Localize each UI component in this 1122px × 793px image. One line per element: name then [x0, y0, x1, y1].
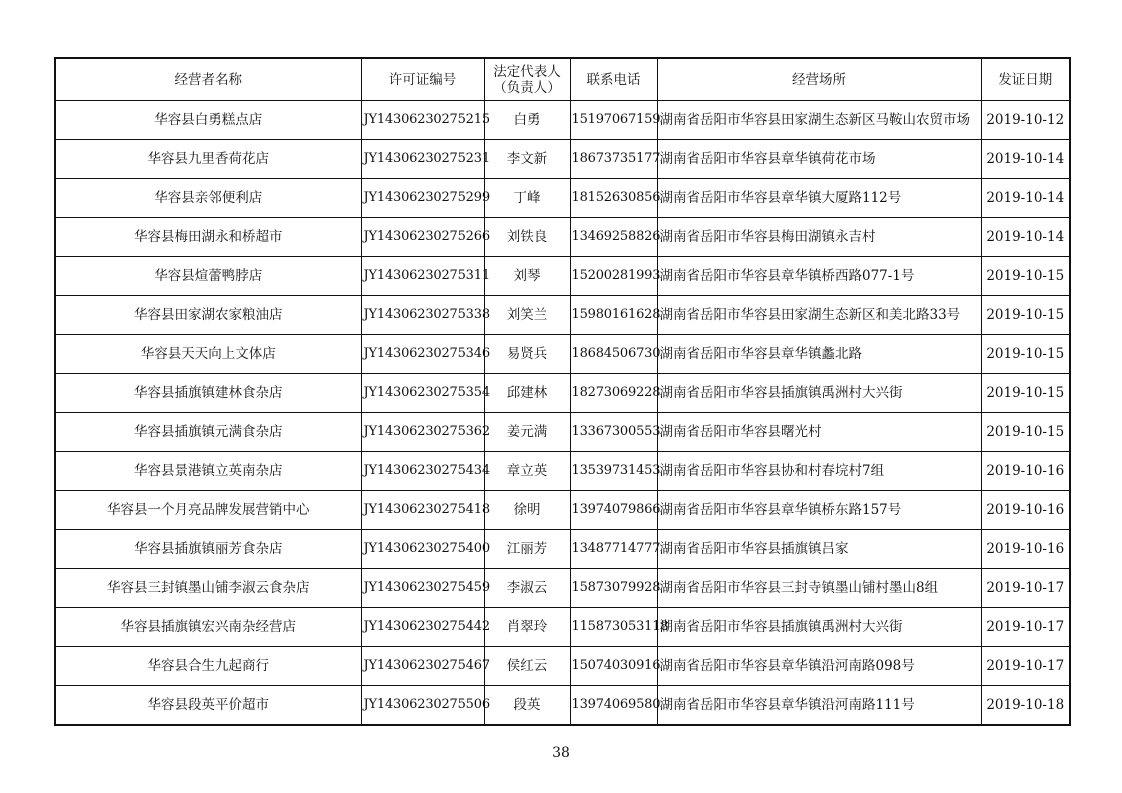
cell-license-number: JY14306230275338 — [361, 296, 484, 335]
cell-address: 湖南省岳阳市华容县梅田湖镇永吉村 — [657, 218, 981, 257]
header-legal-representative — [484, 58, 570, 101]
cell-license-number: JY14306230275459 — [361, 569, 484, 608]
table-row — [55, 647, 1070, 686]
cell-address: 湖南省岳阳市华容县插旗镇吕家 — [657, 530, 981, 569]
table-row — [55, 608, 1070, 647]
cell-legal-representative: 易贤兵 — [484, 335, 570, 374]
cell-issue-date: 2019-10-12 — [981, 101, 1070, 140]
cell-issue-date: 2019-10-16 — [981, 452, 1070, 491]
header-legal-representative-line2: （负责人） — [493, 79, 561, 96]
cell-issue-date: 2019-10-15 — [981, 296, 1070, 335]
page-number: 38 — [552, 745, 570, 761]
table-row — [55, 452, 1070, 491]
cell-phone: 15200281993 — [570, 257, 657, 296]
table-row — [55, 101, 1070, 140]
license-table — [54, 57, 1071, 726]
cell-address: 湖南省岳阳市华容县章华镇桥东路157号 — [657, 491, 981, 530]
cell-legal-representative: 姜元满 — [484, 413, 570, 452]
cell-issue-date: 2019-10-14 — [981, 140, 1070, 179]
cell-operator-name: 华容县三封镇墨山铺李淑云食杂店 — [55, 569, 361, 608]
cell-phone: 13539731453 — [570, 452, 657, 491]
cell-phone: 18684506730 — [570, 335, 657, 374]
header-address: 经营场所 — [657, 58, 981, 101]
table-row — [55, 218, 1070, 257]
cell-phone: 13487714777 — [570, 530, 657, 569]
cell-operator-name: 华容县插旗镇元满食杂店 — [55, 413, 361, 452]
cell-license-number: JY14306230275434 — [361, 452, 484, 491]
cell-legal-representative: 江丽芳 — [484, 530, 570, 569]
table-row — [55, 569, 1070, 608]
cell-address: 湖南省岳阳市华容县三封寺镇墨山铺村墨山8组 — [657, 569, 981, 608]
cell-operator-name: 华容县白勇糕点店 — [55, 101, 361, 140]
cell-address: 湖南省岳阳市华容县章华镇沿河南路111号 — [657, 686, 981, 726]
cell-legal-representative: 李文新 — [484, 140, 570, 179]
cell-license-number: JY14306230275346 — [361, 335, 484, 374]
cell-operator-name: 华容县合生九起商行 — [55, 647, 361, 686]
cell-issue-date: 2019-10-17 — [981, 647, 1070, 686]
cell-operator-name: 华容县一个月亮品牌发展营销中心 — [55, 491, 361, 530]
cell-license-number: JY14306230275266 — [361, 218, 484, 257]
cell-license-number: JY14306230275354 — [361, 374, 484, 413]
cell-license-number: JY14306230275442 — [361, 608, 484, 647]
cell-address: 湖南省岳阳市华容县田家湖生态新区马鞍山农贸市场 — [657, 101, 981, 140]
cell-operator-name: 华容县插旗镇丽芳食杂店 — [55, 530, 361, 569]
cell-legal-representative: 白勇 — [484, 101, 570, 140]
cell-address: 湖南省岳阳市华容县章华镇桥西路077-1号 — [657, 257, 981, 296]
cell-legal-representative: 章立英 — [484, 452, 570, 491]
cell-issue-date: 2019-10-15 — [981, 257, 1070, 296]
cell-legal-representative: 刘笑兰 — [484, 296, 570, 335]
cell-phone: 115873053118 — [570, 608, 657, 647]
cell-address: 湖南省岳阳市华容县章华镇蠡北路 — [657, 335, 981, 374]
cell-phone: 13974079866 — [570, 491, 657, 530]
table-row — [55, 335, 1070, 374]
cell-issue-date: 2019-10-15 — [981, 413, 1070, 452]
cell-license-number: JY14306230275311 — [361, 257, 484, 296]
cell-address: 湖南省岳阳市华容县章华镇沿河南路098号 — [657, 647, 981, 686]
cell-address: 湖南省岳阳市华容县章华镇荷花市场 — [657, 140, 981, 179]
cell-phone: 18152630856 — [570, 179, 657, 218]
cell-license-number: JY14306230275215 — [361, 101, 484, 140]
cell-address: 湖南省岳阳市华容县曙光村 — [657, 413, 981, 452]
cell-legal-representative: 李淑云 — [484, 569, 570, 608]
cell-legal-representative: 徐明 — [484, 491, 570, 530]
cell-issue-date: 2019-10-16 — [981, 491, 1070, 530]
table-row — [55, 686, 1070, 726]
table-row — [55, 374, 1070, 413]
cell-operator-name: 华容县梅田湖永和桥超市 — [55, 218, 361, 257]
cell-address: 湖南省岳阳市华容县插旗镇禹洲村大兴街 — [657, 374, 981, 413]
cell-legal-representative: 肖翠玲 — [484, 608, 570, 647]
cell-issue-date: 2019-10-17 — [981, 569, 1070, 608]
cell-legal-representative: 邱建林 — [484, 374, 570, 413]
cell-phone: 13469258826 — [570, 218, 657, 257]
cell-address: 湖南省岳阳市华容县协和村春垸村7组 — [657, 452, 981, 491]
table-row — [55, 413, 1070, 452]
cell-license-number: JY14306230275467 — [361, 647, 484, 686]
cell-legal-representative: 刘琴 — [484, 257, 570, 296]
cell-phone: 15074030916 — [570, 647, 657, 686]
table-header — [55, 58, 1070, 101]
cell-phone: 13367300553 — [570, 413, 657, 452]
cell-operator-name: 华容县景港镇立英南杂店 — [55, 452, 361, 491]
cell-legal-representative: 段英 — [484, 686, 570, 726]
table-row — [55, 530, 1070, 569]
cell-address: 湖南省岳阳市华容县章华镇大厦路112号 — [657, 179, 981, 218]
cell-issue-date: 2019-10-16 — [981, 530, 1070, 569]
cell-operator-name: 华容县段英平价超市 — [55, 686, 361, 726]
table-row — [55, 140, 1070, 179]
cell-legal-representative: 刘铁良 — [484, 218, 570, 257]
cell-address: 湖南省岳阳市华容县田家湖生态新区和美北路33号 — [657, 296, 981, 335]
cell-phone: 18673735177 — [570, 140, 657, 179]
cell-license-number: JY14306230275400 — [361, 530, 484, 569]
cell-issue-date: 2019-10-17 — [981, 608, 1070, 647]
cell-issue-date: 2019-10-15 — [981, 374, 1070, 413]
cell-license-number: JY14306230275362 — [361, 413, 484, 452]
cell-license-number: JY14306230275506 — [361, 686, 484, 726]
cell-legal-representative: 丁峰 — [484, 179, 570, 218]
cell-operator-name: 华容县亲邻便利店 — [55, 179, 361, 218]
header-operator-name: 经营者名称 — [55, 58, 361, 101]
table-body — [55, 101, 1070, 726]
header-legal-representative-line1: 法定代表人 — [493, 63, 561, 80]
cell-operator-name: 华容县插旗镇建林食杂店 — [55, 374, 361, 413]
table-row — [55, 296, 1070, 335]
cell-phone: 15980161628 — [570, 296, 657, 335]
header-issue-date: 发证日期 — [981, 58, 1070, 101]
cell-phone: 15873079928 — [570, 569, 657, 608]
table-row — [55, 179, 1070, 218]
table-row — [55, 491, 1070, 530]
header-phone: 联系电话 — [570, 58, 657, 101]
cell-license-number: JY14306230275418 — [361, 491, 484, 530]
table-row — [55, 257, 1070, 296]
cell-issue-date: 2019-10-18 — [981, 686, 1070, 726]
cell-operator-name: 华容县田家湖农家粮油店 — [55, 296, 361, 335]
cell-operator-name: 华容县九里香荷花店 — [55, 140, 361, 179]
header-license-number: 许可证编号 — [361, 58, 484, 101]
cell-phone: 15197067159 — [570, 101, 657, 140]
header-row — [55, 58, 1070, 101]
cell-legal-representative: 侯红云 — [484, 647, 570, 686]
cell-issue-date: 2019-10-15 — [981, 335, 1070, 374]
cell-license-number: JY14306230275231 — [361, 140, 484, 179]
cell-operator-name: 华容县插旗镇宏兴南杂经营店 — [55, 608, 361, 647]
cell-operator-name: 华容县煊蕾鸭脖店 — [55, 257, 361, 296]
cell-issue-date: 2019-10-14 — [981, 179, 1070, 218]
cell-operator-name: 华容县天天向上文体店 — [55, 335, 361, 374]
cell-phone: 13974069580 — [570, 686, 657, 726]
cell-phone: 18273069228 — [570, 374, 657, 413]
cell-address: 湖南省岳阳市华容县插旗镇禹洲村大兴街 — [657, 608, 981, 647]
cell-issue-date: 2019-10-14 — [981, 218, 1070, 257]
cell-license-number: JY14306230275299 — [361, 179, 484, 218]
